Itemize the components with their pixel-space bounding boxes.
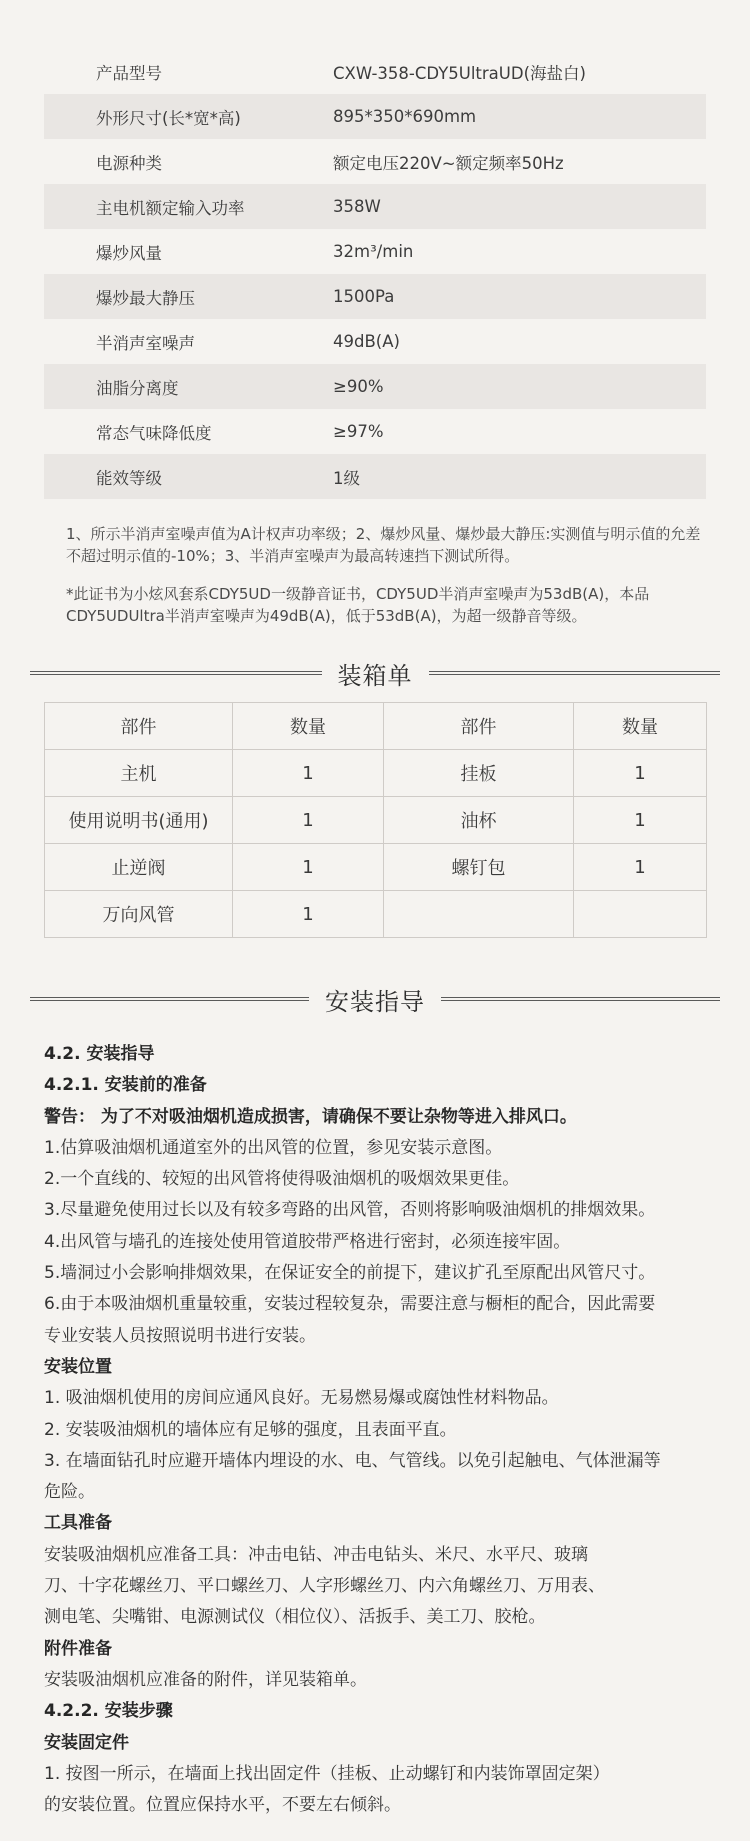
guide-text-line: 的安装位置。位置应保持水平，不要左右倾斜。 bbox=[44, 1795, 401, 1816]
certificate-note: *此证书为小炫风套系CDY5UD一级静音证书，CDY5UD半消声室噪声为53dB(A)，本品CDY5UDUltra半消声室噪声为49dB(A)，低于53dB(A)，为超一级静音等级。 bbox=[66, 585, 650, 625]
spec-row bbox=[44, 364, 706, 409]
guide-text-line: 安装吸油烟机应准备工具：冲击电钻、冲击电钻头、米尺、水平尺、玻璃 bbox=[44, 1544, 588, 1565]
table-cell: 主机 bbox=[45, 750, 233, 797]
guide-heading-line: 安装位置 bbox=[44, 1356, 112, 1377]
guide-heading-line: 4.2. 安装指导 bbox=[44, 1044, 155, 1064]
column-header: 数量 bbox=[233, 703, 384, 750]
table-row bbox=[45, 750, 707, 797]
table-cell: 1 bbox=[233, 797, 384, 844]
install-guide-title: 安装指导 bbox=[325, 987, 425, 1016]
table-row bbox=[45, 891, 707, 938]
guide-text-line: 2. 安装吸油烟机的墙体应有足够的强度，且表面平直。 bbox=[44, 1419, 457, 1440]
table-cell: 1 bbox=[574, 844, 707, 891]
guide-text-line: 1. 吸油烟机使用的房间应通风良好。无易燃易爆或腐蚀性材料物品。 bbox=[44, 1388, 559, 1409]
spec-row bbox=[44, 49, 706, 94]
spec-value: 额定电压220V~额定频率50Hz bbox=[333, 153, 564, 173]
table-cell: 1 bbox=[574, 797, 707, 844]
spec-label: 油脂分离度 bbox=[96, 378, 179, 398]
spec-value: CXW-358-CDY5UltraUD(海盐白) bbox=[333, 63, 586, 83]
spec-row bbox=[44, 454, 706, 499]
spec-row bbox=[44, 409, 706, 454]
table-cell: 止逆阀 bbox=[45, 844, 233, 891]
table-cell: 1 bbox=[233, 844, 384, 891]
table-cell bbox=[574, 891, 707, 938]
divider-line bbox=[441, 997, 720, 1001]
packing-list-heading bbox=[30, 655, 720, 691]
spec-value: ≥90% bbox=[333, 377, 384, 396]
packing-list-title: 装箱单 bbox=[337, 661, 413, 690]
table-cell: 挂板 bbox=[384, 750, 574, 797]
guide-text-line: 专业安装人员按照说明书进行安装。 bbox=[44, 1325, 316, 1346]
guide-heading-line: 安装固定件 bbox=[44, 1732, 129, 1753]
spec-value: 1级 bbox=[333, 468, 360, 488]
spec-table bbox=[44, 49, 706, 499]
spec-row bbox=[44, 139, 706, 184]
guide-text-line: 5.墙洞过小会影响排烟效果，在保证安全的前提下，建议扩孔至原配出风管尺寸。 bbox=[44, 1263, 656, 1284]
table-cell: 螺钉包 bbox=[384, 844, 574, 891]
spec-label: 电源种类 bbox=[96, 153, 162, 173]
spec-value: 1500Pa bbox=[333, 287, 395, 306]
spec-value: 49dB(A) bbox=[333, 332, 400, 351]
table-cell: 万向风管 bbox=[45, 891, 233, 938]
table-cell: 1 bbox=[233, 891, 384, 938]
divider-line bbox=[429, 671, 721, 675]
spec-label: 主电机额定输入功率 bbox=[96, 198, 245, 218]
column-header: 部件 bbox=[45, 703, 233, 750]
spec-value: 358W bbox=[333, 197, 381, 216]
spec-label: 爆炒最大静压 bbox=[96, 288, 195, 308]
spec-label: 产品型号 bbox=[96, 63, 162, 83]
table-cell: 1 bbox=[233, 750, 384, 797]
spec-label: 外形尺寸(长*宽*高) bbox=[96, 108, 241, 128]
guide-heading-line: 4.2.2. 安装步骤 bbox=[44, 1701, 173, 1722]
spec-label: 能效等级 bbox=[96, 468, 162, 488]
packing-list-table bbox=[44, 702, 707, 938]
spec-label: 爆炒风量 bbox=[96, 243, 162, 263]
spec-footnote: 1、所示半消声室噪声值为A计权声功率级；2、爆炒风量、爆炒最大静压:实测值与明示值的允差不超过明示值的-10%；3、半消声室噪声为最高转速挡下测试所得。 bbox=[66, 525, 701, 565]
spec-value: ≥97% bbox=[333, 422, 384, 441]
guide-heading-line: 4.2.1. 安装前的准备 bbox=[44, 1075, 207, 1096]
spec-row bbox=[44, 184, 706, 229]
guide-text-line: 4.出风管与墙孔的连接处使用管道胶带严格进行密封，必须连接牢固。 bbox=[44, 1231, 571, 1252]
guide-text-line: 安装吸油烟机应准备的附件，详见装箱单。 bbox=[44, 1669, 367, 1690]
table-cell bbox=[384, 891, 574, 938]
table-cell: 油杯 bbox=[384, 797, 574, 844]
spec-value: 32m³/min bbox=[333, 242, 414, 261]
guide-text-line: 3. 在墙面钻孔时应避开墙体内埋设的水、电、气管线。以免引起触电、气体泄漏等 bbox=[44, 1450, 661, 1471]
divider-line bbox=[30, 671, 322, 675]
guide-heading-line: 附件准备 bbox=[44, 1638, 112, 1659]
divider-line bbox=[30, 997, 309, 1001]
spec-label: 常态气味降低度 bbox=[96, 423, 212, 443]
guide-heading-line: 警告： 为了不对吸油烟机造成损害，请确保不要让杂物等进入排风口。 bbox=[44, 1106, 577, 1127]
table-cell: 1 bbox=[574, 750, 707, 797]
spec-row bbox=[44, 274, 706, 319]
table-row bbox=[45, 844, 707, 891]
guide-text-line: 1.估算吸油烟机通道室外的出风管的位置，参见安装示意图。 bbox=[44, 1137, 503, 1158]
guide-text-line: 2.一个直线的、较短的出风管将使得吸油烟机的吸烟效果更佳。 bbox=[44, 1169, 520, 1190]
guide-text-line: 刀、十字花螺丝刀、平口螺丝刀、人字形螺丝刀、内六角螺丝刀、万用表、 bbox=[44, 1576, 605, 1597]
guide-text-line: 测电笔、尖嘴钳、电源测试仪（相位仪）、活扳手、美工刀、胶枪。 bbox=[44, 1607, 546, 1628]
table-header-row bbox=[45, 703, 707, 750]
install-guide-body bbox=[44, 1039, 714, 1821]
guide-text-line: 1. 按图一所示，在墙面上找出固定件（挂板、止动螺钉和内装饰罩固定架） bbox=[44, 1763, 610, 1784]
spec-row bbox=[44, 319, 706, 364]
guide-heading-line: 工具准备 bbox=[44, 1513, 112, 1534]
column-header: 数量 bbox=[574, 703, 707, 750]
table-row bbox=[45, 797, 707, 844]
install-guide-heading bbox=[30, 981, 720, 1017]
guide-text-line: 6.由于本吸油烟机重量较重，安装过程较复杂，需要注意与橱柜的配合，因此需要 bbox=[44, 1294, 656, 1315]
spec-value: 895*350*690mm bbox=[333, 107, 477, 126]
guide-text-line: 危险。 bbox=[44, 1482, 95, 1503]
guide-text-line: 3.尽量避免使用过长以及有较多弯路的出风管，否则将影响吸油烟机的排烟效果。 bbox=[44, 1200, 656, 1221]
spec-label: 半消声室噪声 bbox=[96, 333, 195, 353]
spec-row bbox=[44, 94, 706, 139]
spec-row bbox=[44, 229, 706, 274]
table-cell: 使用说明书(通用) bbox=[45, 797, 233, 844]
column-header: 部件 bbox=[384, 703, 574, 750]
